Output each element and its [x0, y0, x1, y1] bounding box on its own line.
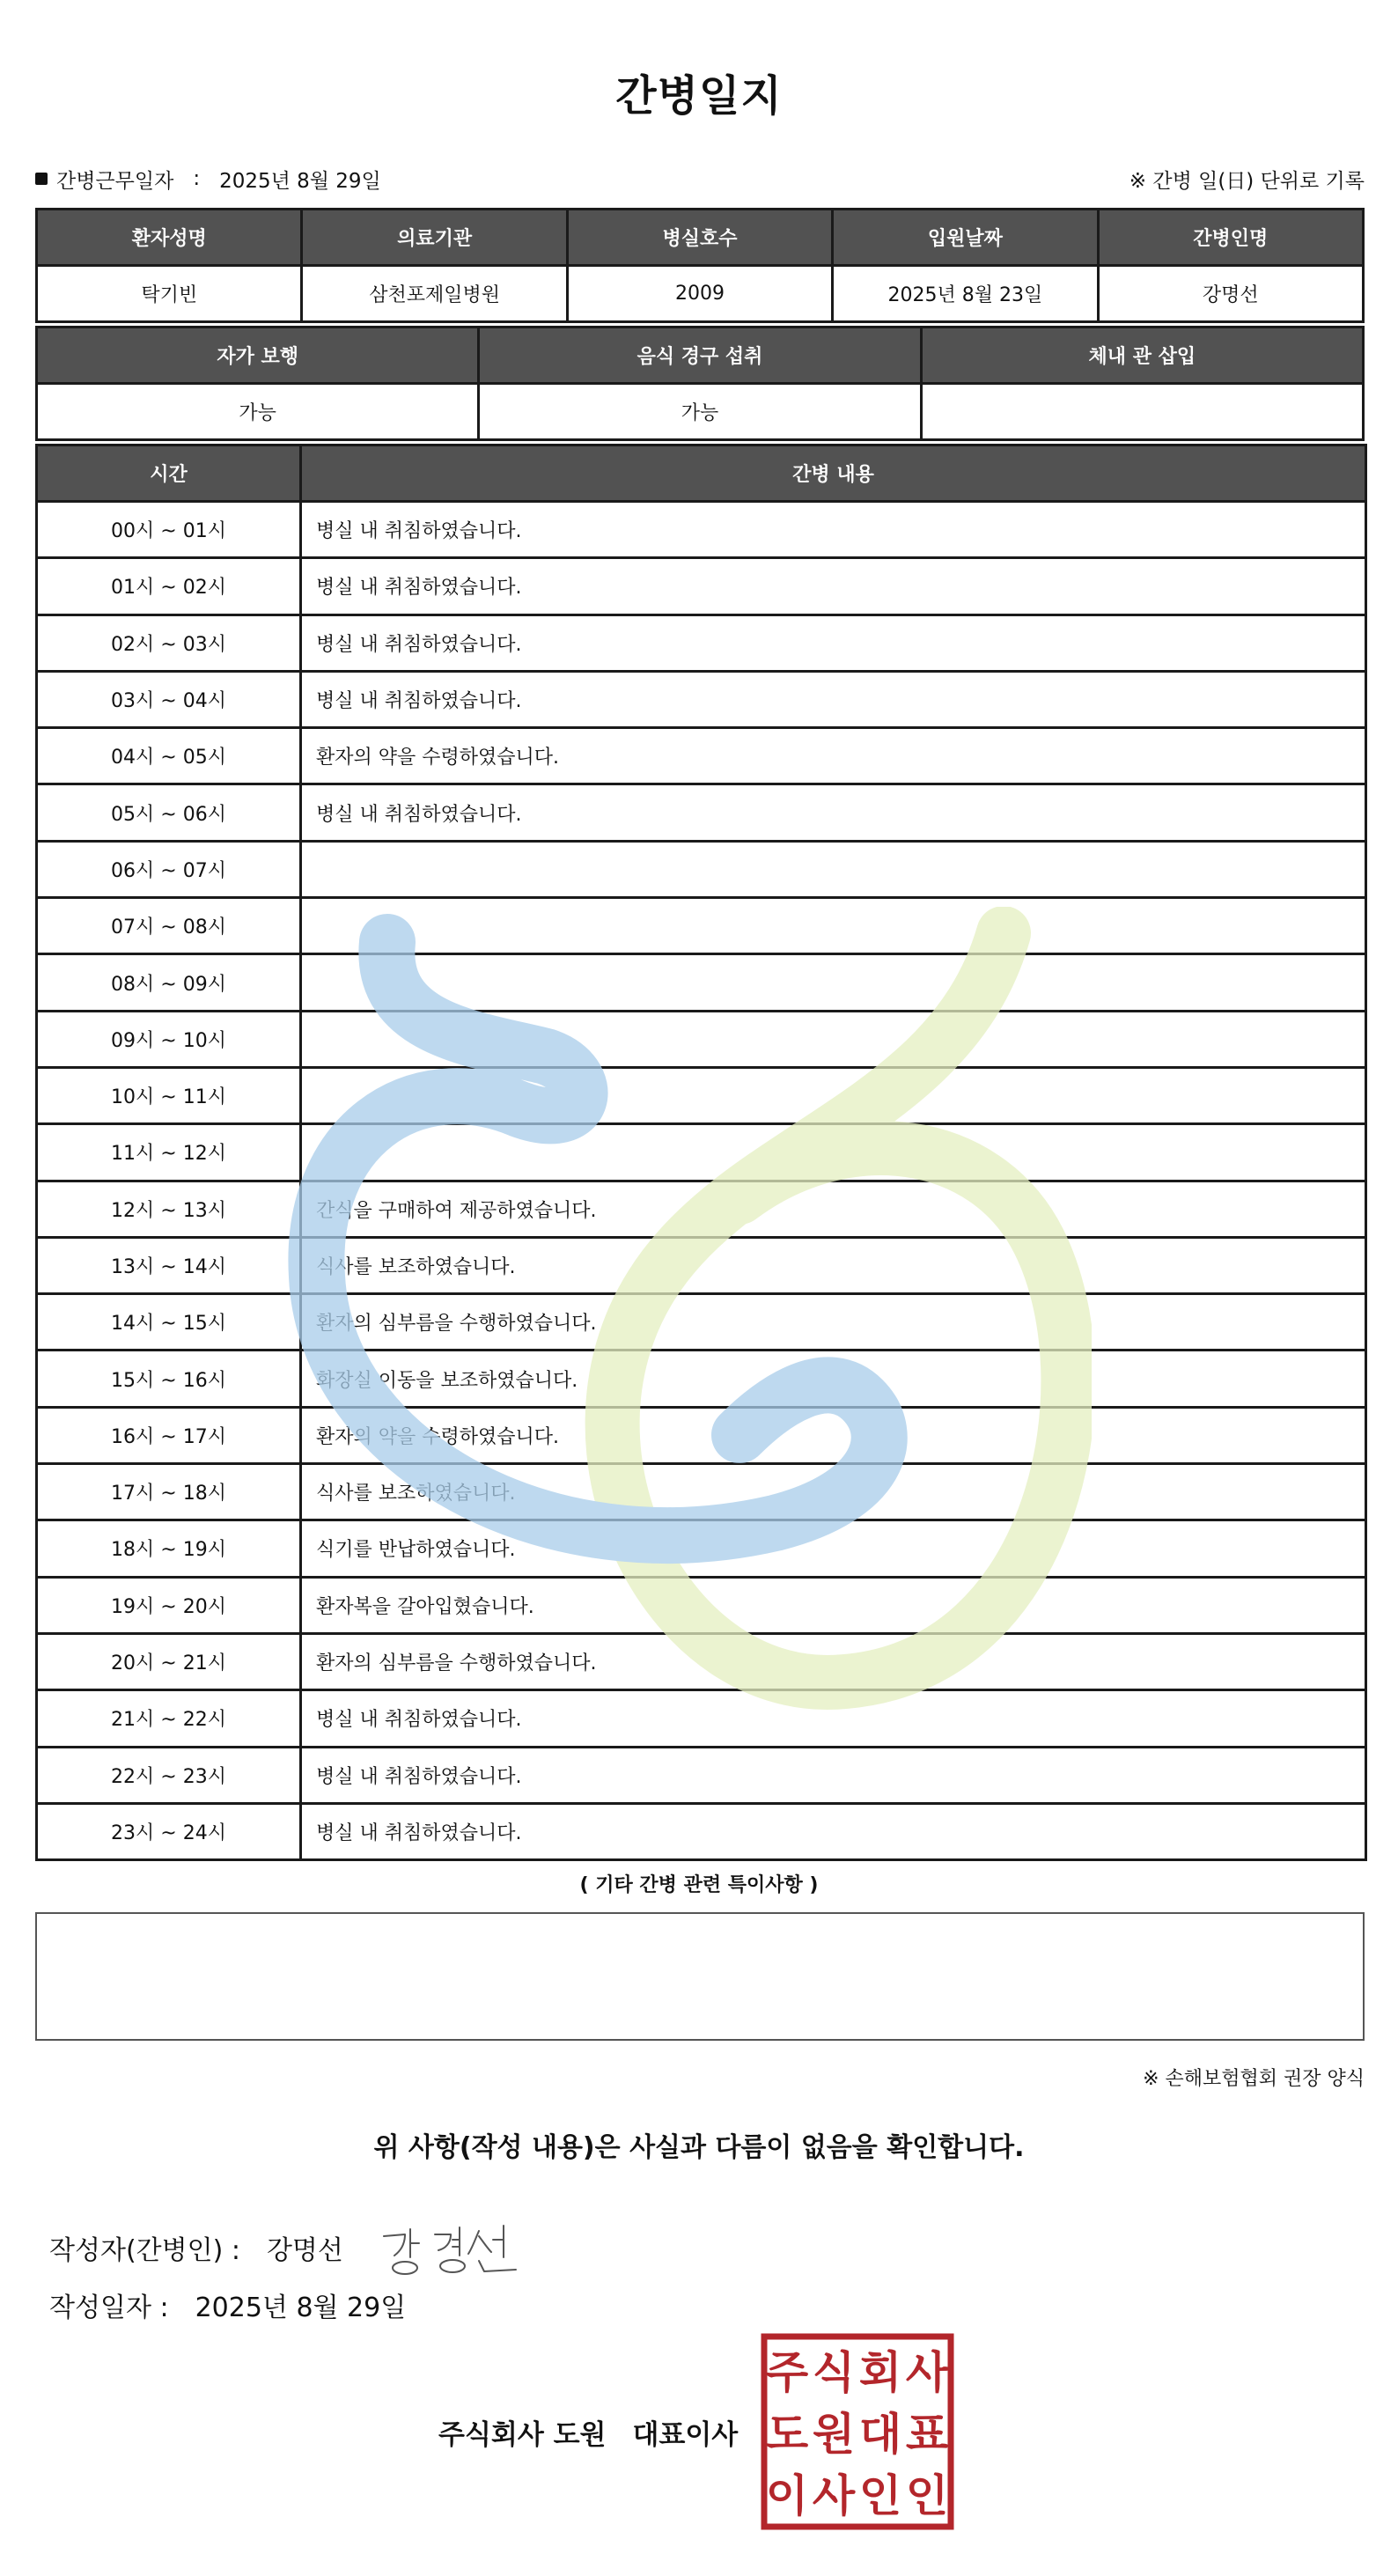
caregiver-name: 강명선 — [1098, 266, 1363, 322]
care-log-content: 병실 내 취침하였습니다. — [301, 1690, 1366, 1747]
care-log-row — [37, 1690, 1366, 1747]
room-number: 2009 — [567, 266, 832, 322]
daily-record-note: ※ 간병 일(日) 단위로 기록 — [1129, 169, 1365, 193]
seal-character: 사 — [905, 2347, 949, 2398]
care-log-time: 22시 ~ 23시 — [37, 1747, 301, 1803]
meta-row — [35, 164, 1365, 194]
care-log-content: 병실 내 취침하였습니다. — [301, 1747, 1366, 1803]
header-care-content: 간병 내용 — [301, 445, 1366, 502]
seal-character: 주 — [765, 2347, 809, 2398]
work-date-label: 간병근무일자 — [56, 169, 174, 193]
work-date-group — [35, 165, 381, 194]
tube-insertion-value — [921, 384, 1363, 440]
care-log-content: 환자의 약을 수령하였습니다. — [301, 1407, 1366, 1463]
care-log-content: 화장실 이동을 보조하였습니다. — [301, 1351, 1366, 1407]
care-log-time: 06시 ~ 07시 — [37, 841, 301, 897]
care-log-row — [37, 671, 1366, 727]
patient-name: 탁기빈 — [37, 266, 302, 322]
care-log-time: 00시 ~ 01시 — [37, 502, 301, 558]
patient-info-header-row — [37, 210, 1364, 266]
write-date-row — [49, 2285, 406, 2324]
patient-info-table — [35, 208, 1365, 323]
writer-row — [49, 2217, 533, 2278]
seal-character: 대 — [858, 2409, 902, 2460]
care-log-row — [37, 841, 1366, 897]
care-log-row — [37, 1577, 1366, 1633]
care-log-row — [37, 615, 1366, 671]
care-log-time: 04시 ~ 05시 — [37, 728, 301, 784]
confirmation-statement: 위 사항(작성 내용)은 사실과 다름이 없음을 확인합니다. — [373, 2132, 1025, 2163]
company-role: 대표이사 — [632, 2419, 739, 2451]
care-log-time: 23시 ~ 24시 — [37, 1803, 301, 1859]
seal-character: 도 — [765, 2409, 809, 2460]
care-log-content: 환자복을 갈아입혔습니다. — [301, 1577, 1366, 1633]
ability-value-row — [37, 384, 1364, 440]
care-log-row — [37, 1067, 1366, 1123]
care-log-content: 병실 내 취침하였습니다. — [301, 558, 1366, 615]
work-date-separator: : — [193, 167, 201, 190]
writer-label: 작성자(간병인) : — [49, 2235, 240, 2266]
care-log-content: 환자의 심부름을 수행하였습니다. — [301, 1633, 1366, 1689]
work-date-value: 2025년 8월 29일 — [219, 169, 381, 193]
seal-character: 사 — [812, 2470, 856, 2521]
company-block — [438, 2412, 738, 2452]
care-log-content — [301, 1011, 1366, 1067]
header-admission-date: 입원날짜 — [833, 210, 1098, 266]
care-log-content: 식기를 반납하였습니다. — [301, 1520, 1366, 1577]
oral-intake-value: 가능 — [479, 384, 921, 440]
header-room-number: 병실호수 — [567, 210, 832, 266]
header-patient-name: 환자성명 — [37, 210, 302, 266]
care-log-time: 02시 ~ 03시 — [37, 615, 301, 671]
patient-info-value-row — [37, 266, 1364, 322]
care-log-content: 병실 내 취침하였습니다. — [301, 671, 1366, 727]
care-log-row — [37, 954, 1366, 1011]
care-log-row — [37, 1181, 1366, 1237]
care-log-content: 병실 내 취침하였습니다. — [301, 502, 1366, 558]
care-log-row — [37, 1124, 1366, 1181]
care-log-row — [37, 1520, 1366, 1577]
care-log-time: 10시 ~ 11시 — [37, 1067, 301, 1123]
self-walking-value: 가능 — [37, 384, 479, 440]
header-tube-insertion: 체내 관 삽입 — [921, 328, 1363, 384]
company-name: 주식회사 도원 — [438, 2419, 607, 2451]
special-notes-box — [35, 1912, 1365, 2041]
ability-header-row — [37, 328, 1364, 384]
care-log-header-row — [37, 445, 1366, 502]
writer-name: 강명선 — [266, 2235, 343, 2266]
care-log-content: 병실 내 취침하였습니다. — [301, 615, 1366, 671]
care-log-row — [37, 1633, 1366, 1689]
care-log-content: 간식을 구매하여 제공하였습니다. — [301, 1181, 1366, 1237]
patient-ability-table — [35, 326, 1365, 441]
seal-character: 원 — [812, 2409, 856, 2460]
care-log-content — [301, 898, 1366, 954]
header-caregiver-name: 간병인명 — [1098, 210, 1363, 266]
care-log-content: 환자의 약을 수령하였습니다. — [301, 728, 1366, 784]
care-log-row — [37, 1803, 1366, 1859]
care-log-time: 14시 ~ 15시 — [37, 1294, 301, 1351]
care-log-time: 21시 ~ 22시 — [37, 1690, 301, 1747]
seal-character: 회 — [858, 2347, 902, 2398]
care-log-time: 12시 ~ 13시 — [37, 1181, 301, 1237]
care-log-time: 13시 ~ 14시 — [37, 1237, 301, 1293]
header-hospital: 의료기관 — [302, 210, 567, 266]
document-title: 간병일지 — [615, 71, 783, 121]
header-oral-intake: 음식 경구 섭취 — [479, 328, 921, 384]
care-log-content: 병실 내 취침하였습니다. — [301, 1803, 1366, 1859]
care-log-row — [37, 728, 1366, 784]
care-log-row — [37, 1747, 1366, 1803]
care-log-row — [37, 1351, 1366, 1407]
care-log-time: 18시 ~ 19시 — [37, 1520, 301, 1577]
write-date-label: 작성일자 : — [49, 2293, 169, 2323]
care-log-row — [37, 1011, 1366, 1067]
admission-date: 2025년 8월 23일 — [833, 266, 1098, 322]
care-log-content: 병실 내 취침하였습니다. — [301, 784, 1366, 841]
care-log-time: 03시 ~ 04시 — [37, 671, 301, 727]
care-log-time: 17시 ~ 18시 — [37, 1464, 301, 1520]
seal-character: 식 — [812, 2347, 856, 2398]
care-log-row — [37, 784, 1366, 841]
care-log-row — [37, 1294, 1366, 1351]
care-log-time: 08시 ~ 09시 — [37, 954, 301, 1011]
care-log-row — [37, 1407, 1366, 1463]
notes-title: ( 기타 간병 관련 특이사항 ) — [579, 1874, 819, 1896]
header-self-walking: 자가 보행 — [37, 328, 479, 384]
company-seal-stamp — [761, 2333, 954, 2530]
care-log-time: 05시 ~ 06시 — [37, 784, 301, 841]
recommended-form-note: ※ 손해보험협회 권장 양식 — [1143, 2068, 1365, 2090]
care-log-body — [37, 502, 1366, 1860]
care-log-time: 01시 ~ 02시 — [37, 558, 301, 615]
care-log-content — [301, 954, 1366, 1011]
care-log-time: 19시 ~ 20시 — [37, 1577, 301, 1633]
care-log-content: 환자의 심부름을 수행하였습니다. — [301, 1294, 1366, 1351]
seal-character: 인 — [858, 2470, 902, 2521]
care-log-time: 11시 ~ 12시 — [37, 1124, 301, 1181]
care-log-row — [37, 898, 1366, 954]
care-log-time: 07시 ~ 08시 — [37, 898, 301, 954]
care-log-content: 식사를 보조하였습니다. — [301, 1237, 1366, 1293]
hospital-name: 삼천포제일병원 — [302, 266, 567, 322]
care-log-time: 15시 ~ 16시 — [37, 1351, 301, 1407]
care-log-row — [37, 1464, 1366, 1520]
seal-character: 이 — [765, 2470, 809, 2521]
care-log-row — [37, 502, 1366, 558]
care-log-time: 09시 ~ 10시 — [37, 1011, 301, 1067]
care-log-content — [301, 1124, 1366, 1181]
care-log-content — [301, 1067, 1366, 1123]
handwritten-signature — [375, 2217, 533, 2278]
seal-character: 인 — [905, 2470, 949, 2521]
care-log-row — [37, 1237, 1366, 1293]
care-log-table — [35, 444, 1367, 1861]
care-log-time: 16시 ~ 17시 — [37, 1407, 301, 1463]
header-time: 시간 — [37, 445, 301, 502]
write-date-value: 2025년 8월 29일 — [195, 2293, 407, 2323]
seal-character: 표 — [905, 2409, 949, 2460]
care-log-row — [37, 558, 1366, 615]
care-log-content: 식사를 보조하였습니다. — [301, 1464, 1366, 1520]
care-log-time: 20시 ~ 21시 — [37, 1633, 301, 1689]
care-log-content — [301, 841, 1366, 897]
square-bullet-icon — [35, 173, 48, 185]
